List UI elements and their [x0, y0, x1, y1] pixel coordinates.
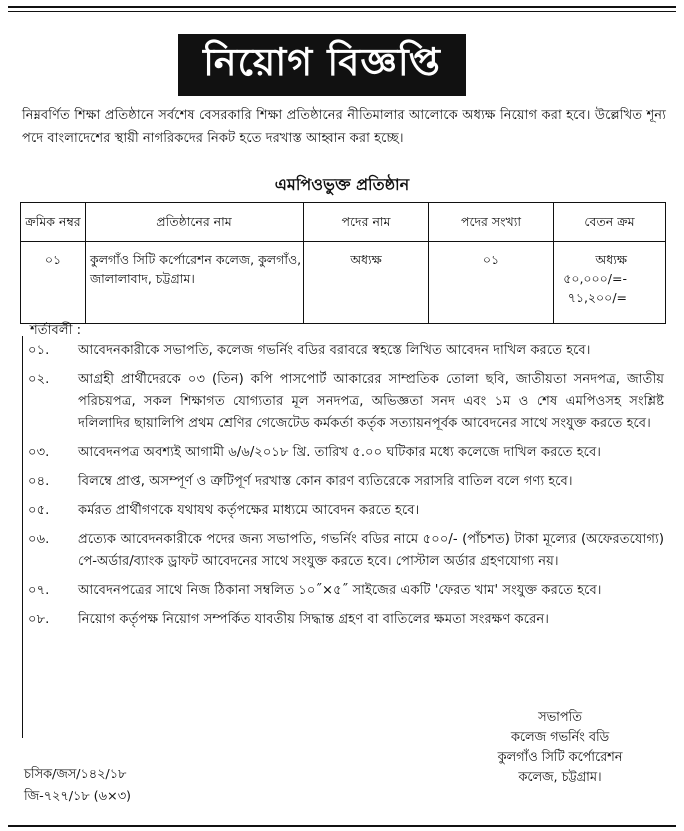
cell-post-count: ০১: [429, 242, 554, 324]
table-header-row: [21, 203, 666, 242]
list-item: [22, 609, 668, 631]
list-item: [22, 580, 668, 602]
condition-text: কর্মরত প্রার্থীগণকে যথাযথ কর্তৃপক্ষের মাধ্যমে আবেদন করতে হবে।: [78, 503, 420, 518]
header-institution-name: প্রতিষ্ঠানের নাম: [86, 203, 304, 242]
condition-text: আগ্রহী প্রার্থীদেরকে ০৩ (তিন) কপি পাসপোর্ট আকারের সাম্প্রতিক তোলা ছবি, জাতীয়তা সনদপত্র, জাতীয় পরিচয়পত্র, সকল শিক্ষাগত যোগ্যতার মূল সনদপত্র, অভিজ্ঞতা সনদ এবং ১ম ও শেষ এমপিওসহ সংশ্লিষ্ট দলিলাদির ছায়ালিপি প্রথম শ্রেণির গেজেটেড কর্মকর্তা কর্তৃক সত্যায়নপূর্বক আবেদনের সাথে সংযুক্ত করতে হবে।: [78, 372, 664, 431]
condition-number: ০৬.: [28, 532, 50, 547]
condition-number: ০৫.: [28, 503, 50, 518]
reference-block: [24, 764, 131, 808]
list-item: [22, 340, 668, 362]
conditions-label: শর্তাবলী :: [30, 323, 82, 338]
condition-text: আবেদনপত্র অবশ্যই আগামী ৬/৬/২০১৮ খ্রি. তারিখ ৫.০০ ঘটিকার মধ্যে কলেজে দাখিল করতে হবে।: [78, 445, 601, 460]
list-item: [22, 442, 668, 464]
conditions-list: [22, 340, 668, 638]
condition-text: আবেদনপত্রের সাথে নিজ ঠিকানা সম্বলিত ১০˝×৫˝ সাইজের একটি 'ফেরত খাম' সংযুক্ত করতে হবে।: [78, 583, 602, 598]
bottom-border-rule: [8, 825, 676, 827]
condition-text: বিলম্বে প্রাপ্ত, অসম্পূর্ণ ও ত্রুটিপূর্ণ দরখাস্ত কোন কারণ ব্যতিরেকে সরাসরি বাতিল বলে গণ্য হবে।: [78, 474, 573, 489]
condition-text: প্রত্যেক আবেদনকারীকে পদের জন্য সভাপতি, গভর্নিং বডির নামে ৫০০/- (পাঁচশত) টাকা মূল্যের (অফেরতযোগ্য) পে-অর্ডার/ব্যাংক ড্রাফট আবেদনের সাথে সংযুক্ত করতে হবে। পোস্টাল অর্ডার গ্রহণযোগ্য নয়।: [78, 532, 664, 569]
condition-number: ০৮.: [28, 612, 50, 627]
list-item: [22, 471, 668, 493]
notice-title: [178, 34, 466, 96]
condition-number: ০৩.: [28, 445, 50, 460]
signature-body: কলেজ গভর্নিং বডি: [510, 730, 610, 745]
condition-text: আবেদনকারীকে সভাপতি, কলেজ গভর্নিং বডির বরাবরে স্বহস্তে লিখিত আবেদন দাখিল করতে হবে।: [78, 343, 591, 358]
header-pay-scale: বেতন ক্রম: [554, 203, 666, 242]
list-item: [22, 529, 668, 573]
cell-post-name: অধ্যক্ষ: [304, 242, 429, 324]
pay-scale-min: ৫০,০০০/=-: [563, 271, 627, 286]
reference-gazette: জি-৭২৭/১৮ (৬×৩): [24, 789, 132, 804]
pay-scale-max: ৭১,২০০/=: [567, 290, 627, 305]
list-item: [22, 500, 668, 522]
condition-number: ০৭.: [28, 583, 50, 598]
signature-location: কলেজ, চট্টগ্রাম।: [518, 770, 602, 785]
header-post-count: পদের সংখ্যা: [429, 203, 554, 242]
signature-block: [470, 708, 650, 788]
table-row: [21, 242, 666, 324]
header-post-name: পদের নাম: [304, 203, 429, 242]
section-title: এমপিওভুক্ত প্রতিষ্ঠান: [274, 175, 410, 194]
condition-number: ০১.: [28, 343, 50, 358]
condition-number: ০৪.: [28, 474, 50, 489]
cell-serial: ০১: [21, 242, 86, 324]
reference-memo: চসিক/জস/১৪২/১৮: [24, 767, 127, 782]
institution-table: [20, 202, 666, 324]
header-serial: ক্রমিক নম্বর: [21, 203, 86, 242]
signature-org: কুলগাঁও সিটি কর্পোরেশন: [497, 750, 623, 765]
notice-title-text: নিয়োগ বিজ্ঞপ্তি: [203, 40, 441, 84]
intro-paragraph: নিম্নবর্ণিত শিক্ষা প্রতিষ্ঠানে সর্বশেষ বেসরকারি শিক্ষা প্রতিষ্ঠানের নীতিমালার আলোকে অধ্যক্ষ নিয়োগ করা হবে। উল্লেখিত শূন্য পদে বাংলাদেশের স্থায়ী নাগরিকদের নিকট হতে দরখাস্ত আহ্বান করা হচ্ছে।: [22, 108, 666, 146]
signature-title: সভাপতি: [538, 710, 582, 725]
top-border-rule: [8, 6, 676, 8]
cell-institution-name: কুলগাঁও সিটি কর্পোরেশন কলেজ, কুলগাঁও, জালালাবাদ, চট্টগ্রাম।: [86, 242, 304, 324]
list-item: [22, 369, 668, 435]
condition-text: নিয়োগ কর্তৃপক্ষ নিয়োগ সম্পর্কিত যাবতীয় সিদ্ধান্ত গ্রহণ বা বাতিলের ক্ষমতা সংরক্ষণ করেন।: [78, 612, 549, 627]
condition-number: ০২.: [28, 372, 50, 387]
pay-scale-title: অধ্যক্ষ: [595, 252, 627, 267]
top-border-rule-thin: [8, 11, 676, 12]
cell-pay-scale: [554, 242, 666, 324]
